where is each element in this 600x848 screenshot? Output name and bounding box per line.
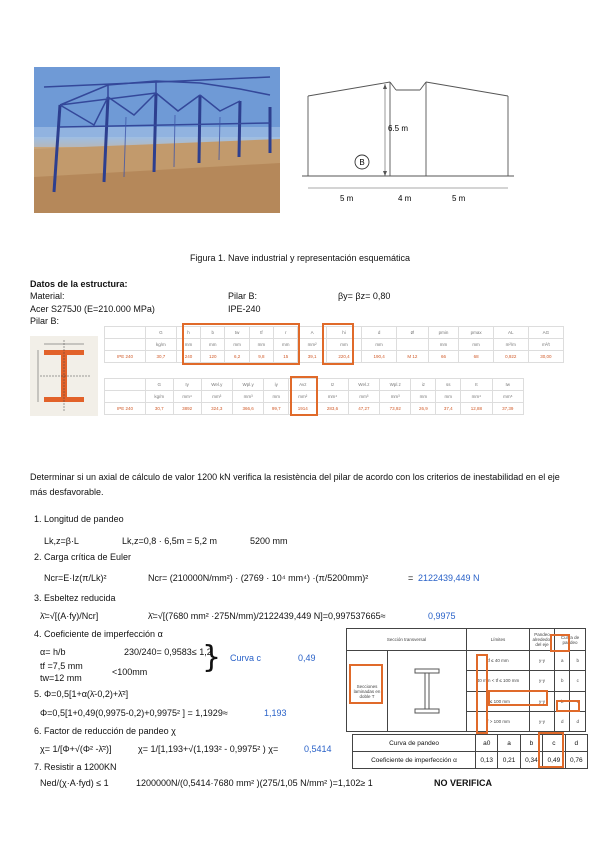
material-value: Acer S275J0 (E=210.000 MPa) [30,304,155,314]
steel-frame-illustration [34,67,280,213]
unit-cell [397,339,429,351]
col-limits: Límites [467,629,530,651]
unit-cell: mm [362,339,397,351]
header-cell: r [274,327,298,339]
header-cell: Iz [317,379,348,391]
step3-formula: λ̄=√[(A·fy)/Ncr] [40,611,99,621]
value-cell: 99,7 [264,403,289,415]
alpha-value: 0,76 [565,752,587,769]
step5-result: 1,193 [264,708,287,718]
step7-title: 7. Resistir a 1200KN [34,762,117,772]
step5-calc: Φ=0,5[1+0,49(0,9975-0,2)+0,9975² ] = 1,1929≈ [40,708,228,718]
curve-cell: b [555,691,570,711]
highlight-area [322,323,354,365]
axis-cell: y-y [530,691,555,711]
axis-cell: y-y [530,651,555,671]
value-cell: 26,9 [411,403,436,415]
highlight-curve-c [538,732,564,768]
step2-formula: Ncr=E·Iz(π/Lk)² [44,573,107,583]
axis-cell: y-y [530,711,555,731]
support-label: B [359,158,365,167]
highlight-iz [290,376,318,416]
step1-line-a: Lk,z=β·L [44,536,79,546]
value-cell: 283,6 [317,403,348,415]
profile-name: IPE 240 [105,403,146,415]
height-label: 6.5 m [388,124,409,133]
limit-cell: tf ≤ 40 mm [467,651,530,671]
value-cell: 0,922 [493,351,528,363]
curve-cell: c [570,691,586,711]
header-cell: pmin [428,327,459,339]
header-cell: Wel.y [201,379,232,391]
unit-cell: mm [249,339,273,351]
unit-cell: mm [436,391,461,403]
curve-name: a [498,735,520,752]
unit-cell: mm [459,339,493,351]
header-cell: b [201,327,225,339]
header-cell: ss [436,379,461,391]
value-cell: 120 [201,351,225,363]
limit-cell: tf ≤ 100 mm [467,691,530,711]
value-cell: 190,4 [362,351,397,363]
value-cell: 240 [176,351,200,363]
axis-cell: y-y [530,671,555,691]
unit-cell: kg/m [146,391,174,403]
value-cell: 15 [274,351,298,363]
unit-cell: mm⁴ [461,391,492,403]
unit-cell: mm [264,391,289,403]
problem-statement: Determinar si un axial de cálculo de valor 1200 kN verifica la resistència del pilar de acordo con los criterios de inestabilidad en el eje más desfavorable. [30,472,560,497]
unit-cell: mm [428,339,459,351]
value-cell: 366,6 [232,403,263,415]
step6-formula: χ= 1/[Φ+√(Φ² -λ̄²)] [40,744,112,754]
step2-eq: = [408,573,414,583]
header-cell: A [298,327,327,339]
header-cell: It [461,379,492,391]
value-cell: 6,2 [225,351,249,363]
value-cell: 30,7 [146,403,174,415]
header-cell: Iy [173,379,201,391]
unit-cell: mm [411,391,436,403]
step6-calc: χ= 1/[1,193+√(1,193² - 0,9975² ) χ= [138,744,279,754]
unit-cell: mm³ [380,391,411,403]
step1-line-b: Lk,z=0,8 · 6,5m = 5,2 m [122,536,218,546]
value-cell: 324,3 [201,403,232,415]
ibeam-section-drawing [30,336,98,416]
pilar-b-label: Pilar B: [228,291,258,301]
material-label: Material: [30,291,65,301]
unit-cell: mm [274,339,298,351]
span-label-3: 5 m [452,194,466,203]
step3-result: 0,9975 [428,611,456,621]
value-cell: 37,39 [492,403,523,415]
limit-cell: tf > 100 mm [467,711,530,731]
curve-cell: a [555,651,570,671]
value-cell: 73,92 [380,403,411,415]
unit-cell: mm³ [201,391,232,403]
highlight-dimensions [182,323,300,365]
step4-tw: tw=12 mm [40,673,82,683]
step4-title: 4. Coeficiente de imperfección α [34,629,163,639]
highlight-limit-row [488,690,548,706]
frame-schematic [300,76,570,211]
col-buckling: Pandeo alrededor del eje [530,629,555,651]
profile-name: IPE 240 [105,351,146,363]
step6-title: 6. Factor de reducción de pandeo χ [34,726,176,736]
value-cell: 68 [459,351,493,363]
highlight-curve-header [550,634,570,652]
value-cell: 3892 [173,403,201,415]
step6-result: 0,5414 [304,744,332,754]
alpha-value: 0,34 [520,752,542,769]
step4-alpha: 0,49 [298,653,316,663]
header-cell: Ø [397,327,429,339]
value-cell: 47,27 [348,403,379,415]
header-cell: iz [411,379,436,391]
step4-lt: <100mm [112,667,148,677]
highlight-curve-value [556,700,580,712]
unit-cell: m²/m [493,339,528,351]
value-cell: 1914 [289,403,317,415]
alpha-value: 0,21 [498,752,520,769]
header-cell: Wpl.z [380,379,411,391]
value-cell: 66 [428,351,459,363]
step2-result: 2122439,449 N [418,573,480,583]
curve-cell: c [570,671,586,691]
unit-cell: mm [225,339,249,351]
header-cell: d [362,327,397,339]
highlight-row-label [349,664,383,704]
header-cell: pmax [459,327,493,339]
step3-title: 3. Esbeltez reducida [34,593,116,603]
header-cell: G [146,379,174,391]
section-sketch-icon [407,663,447,719]
unit-cell: mm³ [232,391,263,403]
header-cell: iy [264,379,289,391]
row-label: Secciones laminadas en doble T [347,651,388,732]
step1-line-c: 5200 mm [250,536,288,546]
header-cell: h [176,327,200,339]
span-label-2: 4 m [398,194,412,203]
figure-caption: Figura 1. Nave industrial y representación esquemática [189,253,411,263]
value-cell: M 12 [397,351,429,363]
header-cell: Wpl.y [232,379,263,391]
unit-cell: mm⁴ [317,391,348,403]
unit-cell: mm² [289,391,317,403]
alpha-value: 0,49 [543,752,565,769]
header-cell: AG [528,327,563,339]
value-cell: 39,1 [298,351,327,363]
curve-cell: d [570,711,586,731]
unit-cell: mm⁶ [492,391,523,403]
value-cell: 9,8 [249,351,273,363]
col-section: Sección transversal [347,629,467,651]
step1-title: 1. Longitud de pandeo [34,514,124,524]
curve-cell: d [555,711,570,731]
unit-cell: mm⁴ [173,391,201,403]
unit-cell: mm [201,339,225,351]
curve-name: c [543,735,565,752]
curve-label: Curva de pandeo [353,735,476,752]
building-photo [34,67,280,213]
curve-name: a0 [476,735,498,752]
pilar-b-value: IPE-240 [228,304,261,314]
limit-cell: 40 mm < tf ≤ 100 mm [467,671,530,691]
curve-cell: b [555,671,570,691]
header-cell: Avz [289,379,317,391]
value-cell: 12,88 [461,403,492,415]
unit-cell: m²/t [528,339,563,351]
header-cell: hi [326,327,361,339]
alpha-value: 0,13 [476,752,498,769]
unit-cell: mm [176,339,200,351]
value-cell: 30,00 [528,351,563,363]
step4-tf: tf =7,5 mm [40,661,83,671]
curve-name: d [565,735,587,752]
step2-calc: Ncr= (210000N/mm²) · (2769 · 10⁴ mm⁴) ·(π/5200mm)² [148,573,369,583]
curve-cell: b [570,651,586,671]
value-cell: 220,4 [326,351,361,363]
header-cell: tf [249,327,273,339]
header-cell: G [146,327,177,339]
col-curve: Curva de pandeo [555,629,586,651]
unit-cell: kg/m [146,339,177,351]
step2-title: 2. Carga crítica de Euler [34,552,132,562]
curve-name: b [520,735,542,752]
step5-title: 5. Φ=0,5[1+α(λ̄-0,2)+λ̄²] [34,689,129,699]
datos-title: Datos de la estructura: [30,279,128,289]
unit-cell: mm² [298,339,327,351]
span-label-1: 5 m [340,194,354,203]
step4-ratio-value: 230/240= 0,9583≤ 1,2 [124,647,212,657]
header-cell: Wel.z [348,379,379,391]
beta-values: βy= βz= 0,80 [338,291,391,301]
unit-cell: mm [326,339,361,351]
header-cell: tw [225,327,249,339]
step7-calc: 1200000N/(0,5414·7680 mm² )(275/1,05 N/mm² )=1,102≥ 1 [136,778,373,788]
highlight-limits [476,654,488,734]
curly-brace: } [202,640,222,675]
step3-calc: λ̄=√[(7680 mm² ·275N/mm)/2122439,449 N]=0,997537665≈ [148,611,386,621]
alpha-label: Coeficiente de imperfección α [353,752,476,769]
header-cell: AL [493,327,528,339]
value-cell: 37,4 [436,403,461,415]
step4-curve: Curva c [230,653,262,663]
pilar-label: Pilar B: [30,316,60,326]
step7-formula: Ned/(χ·A·fyd) ≤ 1 [40,778,109,788]
unit-cell: mm³ [348,391,379,403]
value-cell: 30,7 [146,351,177,363]
step4-ratio: α= h/b [40,647,66,657]
step7-verdict: NO VERIFICA [434,778,493,788]
header-cell: Iw [492,379,523,391]
